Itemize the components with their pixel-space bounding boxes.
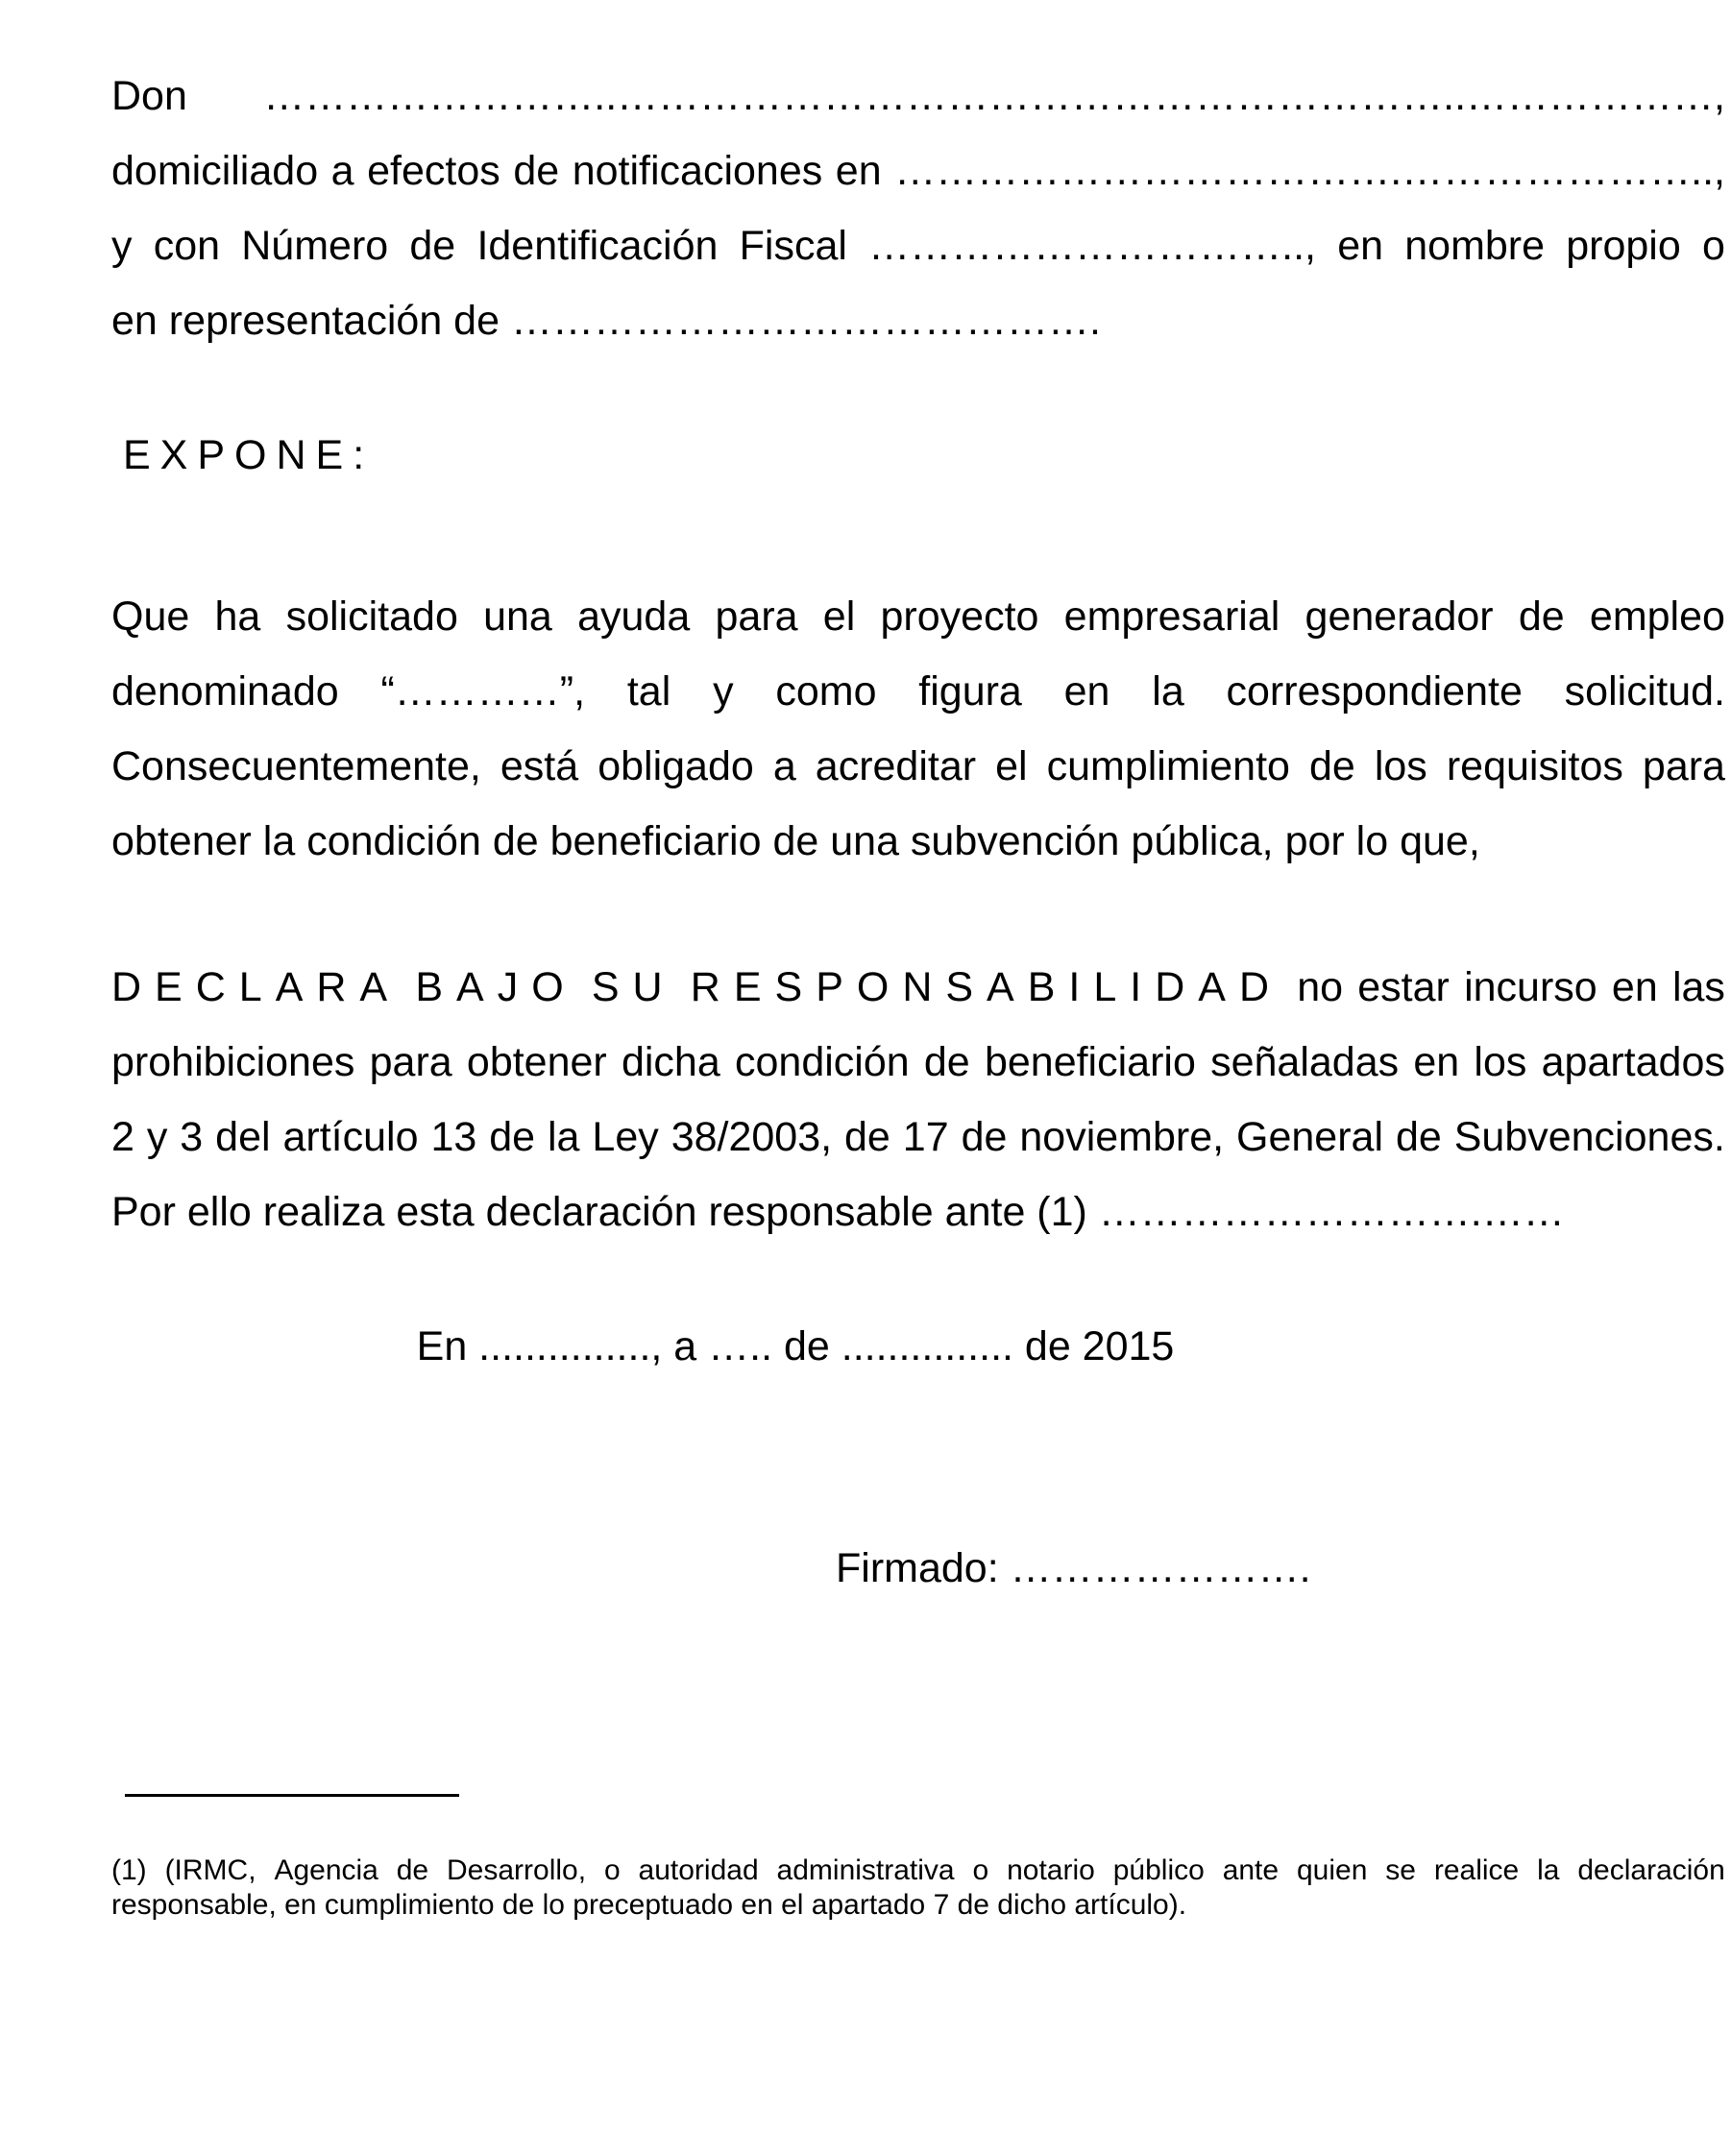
intro-line-2 [111,133,1725,208]
word: en [835,148,882,194]
word: solicitud. [1564,668,1725,715]
expone-line-2 [111,654,1725,729]
word: los [1374,743,1427,789]
word: apartados [1541,1039,1725,1085]
word: del [215,1114,271,1160]
word: autoridad [638,1854,759,1886]
declara-heading-word: BAJO [415,964,577,1010]
word: Ley [592,1114,659,1160]
word: denominado [111,668,339,715]
word: o [1701,223,1725,269]
expone-line-4: obtener la condición de beneficiario de una subvención pública, por lo que, [111,818,1480,864]
word: obtener [466,1039,607,1085]
expone-line-1 [111,579,1725,654]
word: correspondiente [1226,668,1523,715]
word: de [409,223,456,269]
word: 13 [430,1114,477,1160]
word: con [153,223,221,269]
word: Que [111,594,190,640]
date-line: En ..............., a ….. de ............... de 2015 [416,1323,1175,1369]
word: se [1385,1854,1416,1886]
declara-line-3 [111,1100,1725,1175]
declara-paragraph [111,950,1725,1249]
word: quien [1296,1854,1368,1886]
word: a [772,743,796,789]
word: incurso [1464,964,1597,1010]
word: efectos [367,148,500,194]
word: en [1413,1039,1460,1085]
declara-line-4: Por ello realiza esta declaración responsable ante (1) ……………………….…… [111,1189,1565,1235]
word: de [961,1114,1008,1160]
word: 3 [180,1114,204,1160]
word: (1) [111,1854,147,1886]
word: beneficiario [984,1039,1196,1085]
word: en [1063,668,1110,715]
word: de [513,148,560,194]
word: dicha [621,1039,720,1085]
word: cumplimiento [1046,743,1290,789]
word: Don [111,73,187,119]
word: de [1518,594,1565,640]
word: condición [734,1039,910,1085]
word: una [483,594,552,640]
word: Desarrollo, [447,1854,587,1886]
word: Número [241,223,389,269]
word: administrativa [776,1854,955,1886]
date-line-container [0,1323,1731,1370]
word: de [1308,743,1355,789]
word: a [330,148,354,194]
word: (IRMC, [164,1854,256,1886]
word: Subvenciones. [1453,1114,1725,1160]
signature-line: Firmado: …………………. [836,1545,1311,1591]
word: ayuda [577,594,691,640]
word: público [1112,1854,1205,1886]
word: y [146,1114,168,1160]
expone-heading: EXPONE: [123,432,375,478]
word: domiciliado [111,148,319,194]
word: 2 [111,1114,134,1160]
word: y [111,223,133,269]
word: notario [1007,1854,1095,1886]
word: Identificación [476,223,719,269]
word: generador [1304,594,1494,640]
word: nombre [1404,223,1546,269]
word: ……………………………….………………….., [894,148,1725,194]
word: el [822,594,856,640]
word: ……………………..……………………………………………………..………………, [263,73,1725,119]
word: solicitado [285,594,458,640]
declara-line-2 [111,1025,1725,1100]
word: la [1537,1854,1560,1886]
declara-heading-word: SU [591,964,676,1010]
word: de [844,1114,890,1160]
word: y [713,668,734,715]
intro-line-3 [111,208,1725,283]
footnote-line-2: responsable, en cumplimiento de lo preceptuado en el apartado 7 de dicho artículo). [111,1889,1187,1921]
word: las [1671,964,1725,1010]
word: como [775,668,877,715]
word: figura [918,668,1022,715]
word: de [489,1114,536,1160]
word: ante [1222,1854,1280,1886]
word: prohibiciones [111,1039,355,1085]
word: los [1474,1039,1527,1085]
intro-paragraph [111,59,1725,358]
word: Fiscal [739,223,847,269]
footnote [111,1853,1725,1923]
word: “…………”, [380,668,586,715]
word: requisitos [1446,743,1623,789]
word: en [1337,223,1384,269]
word: en [1611,964,1658,1010]
expone-line-3 [111,729,1725,804]
word: para [369,1039,452,1085]
expone-paragraph [111,579,1725,879]
intro-line-1 [111,59,1725,133]
word: de [1395,1114,1442,1160]
word: General [1236,1114,1383,1160]
word: ha [214,594,261,640]
word: o [972,1854,989,1886]
word: propio [1566,223,1681,269]
word: notificaciones [572,148,823,194]
declara-heading-word: DECLARA [111,964,402,1010]
word: empleo [1589,594,1725,640]
word: el [995,743,1028,789]
word: proyecto [880,594,1039,640]
word: estar [1357,964,1450,1010]
word: de [923,1039,970,1085]
word: para [715,594,798,640]
word: empresarial [1063,594,1280,640]
word: artículo [282,1114,419,1160]
word: realice [1433,1854,1520,1886]
word: ………………………….., [868,223,1316,269]
word: para [1642,743,1725,789]
word: Consecuentemente, [111,743,481,789]
word: noviembre, [1019,1114,1225,1160]
declara-heading-word: RESPONSABILIDAD [690,964,1283,1010]
word: obligado [597,743,754,789]
word: la [1152,668,1184,715]
word: está [500,743,579,789]
word: declaración [1577,1854,1725,1886]
word: 38/2003, [670,1114,833,1160]
footnote-line-1 [111,1853,1725,1888]
intro-line-4: en representación de ……………………………………. [111,298,1101,344]
word: tal [626,668,671,715]
word: o [603,1854,621,1886]
word: Agencia [274,1854,378,1886]
word: de [396,1854,429,1886]
word: la [548,1114,580,1160]
word: señaladas [1210,1039,1400,1085]
word: acreditar [815,743,977,789]
footnote-divider [125,1794,459,1797]
declara-line-1 [111,950,1725,1025]
word: no [1297,964,1344,1010]
word: 17 [902,1114,949,1160]
